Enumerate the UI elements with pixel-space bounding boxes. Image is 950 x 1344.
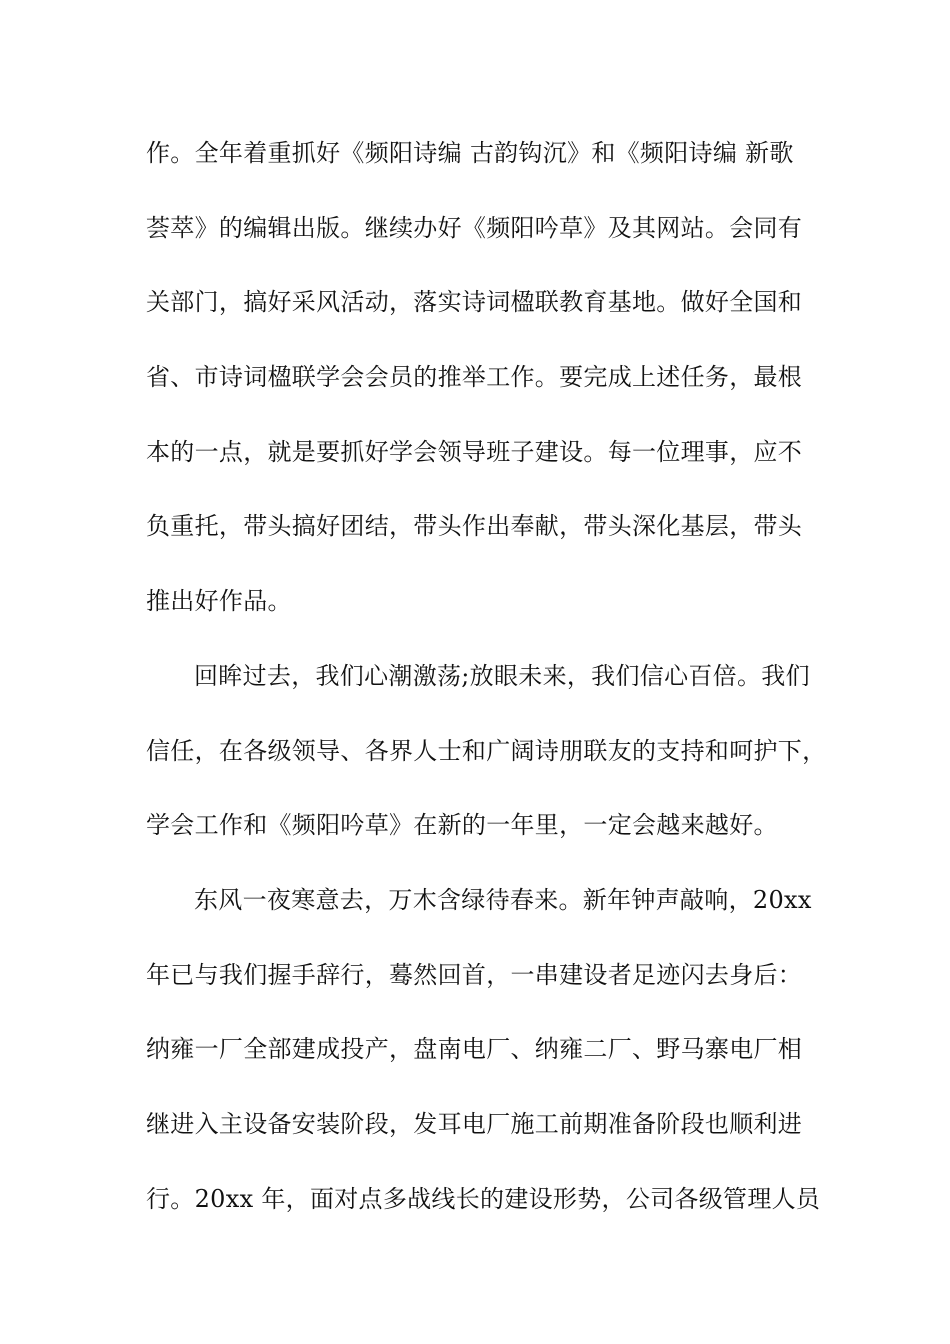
text-line: 年已与我们握手辞行，蓦然回首，一串建设者足迹闪去身后： <box>146 960 803 989</box>
text-line: 继进入主设备安装阶段，发耳电厂施工前期准备阶段也顺利进 <box>146 1109 803 1138</box>
text-line: 纳雍一厂全部建成投产，盘南电厂、纳雍二厂、野马寨电厂相 <box>146 1035 803 1064</box>
text-line: 回眸过去，我们心潮激荡;放眼未来，我们信心百倍。我们 <box>194 661 810 690</box>
text-line: 关部门，搞好采风活动，落实诗词楹联教育基地。做好全国和 <box>146 288 803 317</box>
text-line: 荟萃》的编辑出版。继续办好《频阳吟草》及其网站。会同有 <box>146 213 803 242</box>
text-line: 负重托，带头搞好团结，带头作出奉献，带头深化基层，带头 <box>146 512 803 541</box>
text-line: 本的一点，就是要抓好学会领导班子建设。每一位理事，应不 <box>146 437 803 466</box>
text-line: 东风一夜寒意去，万木含绿待春来。新年钟声敲响，20xx <box>194 885 812 914</box>
document-body <box>146 131 827 1251</box>
text-line: 信任，在各级领导、各界人士和广阔诗朋联友的支持和呵护下， <box>146 736 827 765</box>
text-line: 作。全年着重抓好《频阳诗编 古韵钩沉》和《频阳诗编 新歌 <box>146 139 794 167</box>
text-line: 行。20xx 年，面对点多战线长的建设形势，公司各级管理人员 <box>146 1184 821 1213</box>
text-line: 省、市诗词楹联学会会员的推举工作。要完成上述任务，最根 <box>146 363 803 392</box>
text-line: 推出好作品。 <box>146 587 292 616</box>
text-line: 学会工作和《频阳吟草》在新的一年里，一定会越来越好。 <box>146 811 778 840</box>
paragraph-2 <box>146 654 827 878</box>
paragraph-1 <box>146 131 810 654</box>
paragraph-3 <box>146 878 821 1251</box>
